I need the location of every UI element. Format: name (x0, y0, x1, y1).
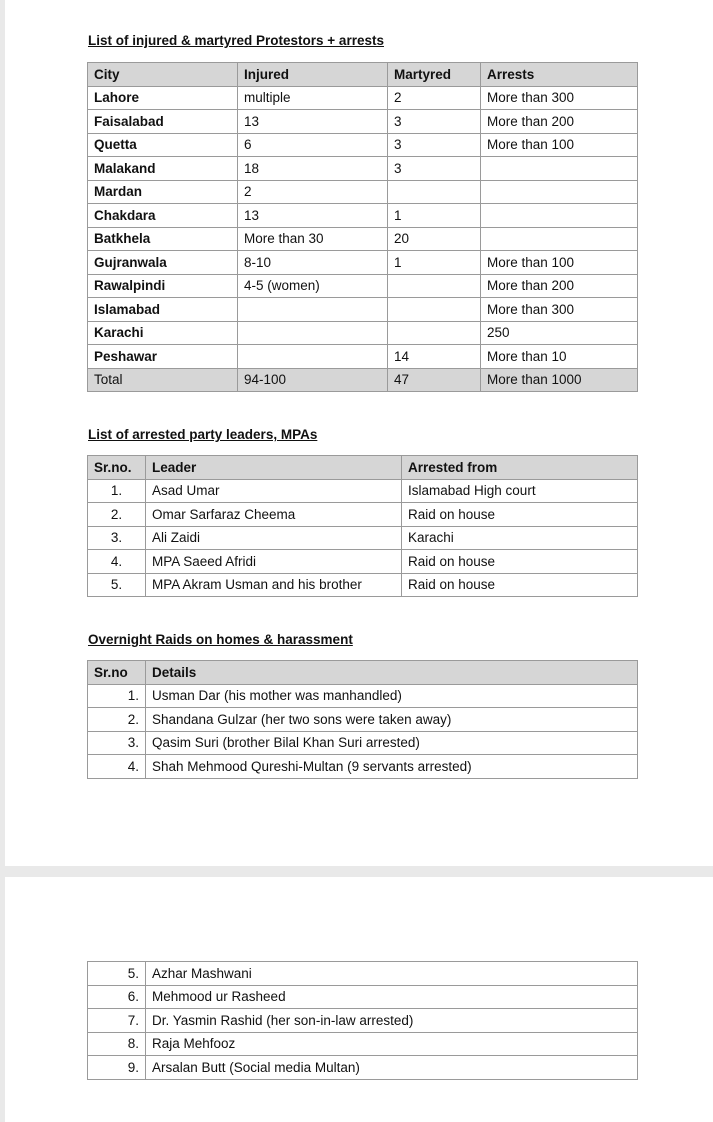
serial-cell: 4. (88, 755, 146, 779)
column-header: Sr.no (88, 661, 146, 685)
city-cell: Chakdara (88, 204, 238, 228)
serial-cell: 5. (88, 962, 146, 986)
column-header: Arrested from (402, 456, 638, 480)
serial-cell: 1. (88, 479, 146, 503)
total-row (88, 368, 638, 392)
table-row (88, 133, 638, 157)
city-cell: Lahore (88, 86, 238, 110)
table-cell: MPA Akram Usman and his brother (146, 573, 402, 597)
table-row (88, 227, 638, 251)
total-cell: Total (88, 368, 238, 392)
table-row (88, 962, 638, 986)
city-cell: Quetta (88, 133, 238, 157)
table-cell: Islamabad High court (402, 479, 638, 503)
table-row (88, 345, 638, 369)
serial-cell: 8. (88, 1032, 146, 1056)
table-cell: Asad Umar (146, 479, 402, 503)
table-header-row (88, 63, 638, 87)
details-cell: Azhar Mashwani (146, 962, 638, 986)
details-cell: Raja Mehfooz (146, 1032, 638, 1056)
details-cell: Mehmood ur Rasheed (146, 985, 638, 1009)
serial-cell: 5. (88, 573, 146, 597)
city-cell: Mardan (88, 180, 238, 204)
table-cell: 1 (388, 251, 481, 275)
table-cell: Raid on house (402, 550, 638, 574)
table-header-row (88, 661, 638, 685)
table-cell: 13 (238, 110, 388, 134)
table-row (88, 1056, 638, 1080)
table-cell (388, 274, 481, 298)
table-row (88, 684, 638, 708)
total-cell: 47 (388, 368, 481, 392)
table-cell (388, 180, 481, 204)
table-cell: Raid on house (402, 573, 638, 597)
serial-cell: 2. (88, 708, 146, 732)
serial-cell: 3. (88, 731, 146, 755)
table-row (88, 573, 638, 597)
details-cell: Dr. Yasmin Rashid (her son-in-law arrested) (146, 1009, 638, 1033)
table-cell: Ali Zaidi (146, 526, 402, 550)
table-cell: 2 (238, 180, 388, 204)
table-cell: 20 (388, 227, 481, 251)
serial-cell: 7. (88, 1009, 146, 1033)
table-row (88, 985, 638, 1009)
table-cell: MPA Saeed Afridi (146, 550, 402, 574)
serial-cell: 3. (88, 526, 146, 550)
table-cell: Karachi (402, 526, 638, 550)
table-cell (481, 157, 638, 181)
casualties-heading: List of injured & martyred Protestors + arrests (88, 33, 384, 48)
table-cell: 13 (238, 204, 388, 228)
serial-cell: 4. (88, 550, 146, 574)
table-row (88, 550, 638, 574)
city-cell: Batkhela (88, 227, 238, 251)
table-row (88, 731, 638, 755)
city-cell: Rawalpindi (88, 274, 238, 298)
city-cell: Karachi (88, 321, 238, 345)
table-cell (388, 298, 481, 322)
table-header-row (88, 456, 638, 480)
table-cell (238, 345, 388, 369)
overnight-raids-table (87, 660, 638, 779)
table-cell (238, 321, 388, 345)
table-cell (388, 321, 481, 345)
table-row (88, 298, 638, 322)
table-cell: Omar Sarfaraz Cheema (146, 503, 402, 527)
table-row (88, 180, 638, 204)
document-page-2 (5, 877, 713, 1122)
table-cell: More than 10 (481, 345, 638, 369)
table-cell: More than 100 (481, 133, 638, 157)
city-cell: Faisalabad (88, 110, 238, 134)
table-row (88, 321, 638, 345)
table-cell (481, 204, 638, 228)
table-cell (238, 298, 388, 322)
column-header: Leader (146, 456, 402, 480)
table-cell: 8-10 (238, 251, 388, 275)
table-cell: More than 300 (481, 86, 638, 110)
column-header: Arrests (481, 63, 638, 87)
table-cell: 3 (388, 133, 481, 157)
city-cell: Malakand (88, 157, 238, 181)
table-row (88, 503, 638, 527)
casualties-table (87, 62, 638, 392)
table-row (88, 526, 638, 550)
table-row (88, 479, 638, 503)
table-row (88, 1009, 638, 1033)
table-cell: 18 (238, 157, 388, 181)
column-header: Injured (238, 63, 388, 87)
city-cell: Islamabad (88, 298, 238, 322)
column-header: Sr.no. (88, 456, 146, 480)
overnight-raids-table-continued (87, 961, 638, 1080)
table-cell: multiple (238, 86, 388, 110)
details-cell: Shah Mehmood Qureshi-Multan (9 servants arrested) (146, 755, 638, 779)
column-header: Details (146, 661, 638, 685)
table-row (88, 204, 638, 228)
table-row (88, 274, 638, 298)
table-cell: 3 (388, 157, 481, 181)
table-cell: 4-5 (women) (238, 274, 388, 298)
serial-cell: 1. (88, 684, 146, 708)
details-cell: Arsalan Butt (Social media Multan) (146, 1056, 638, 1080)
table-row (88, 251, 638, 275)
table-row (88, 157, 638, 181)
table-row (88, 110, 638, 134)
city-cell: Peshawar (88, 345, 238, 369)
column-header: Martyred (388, 63, 481, 87)
table-cell: 250 (481, 321, 638, 345)
city-cell: Gujranwala (88, 251, 238, 275)
details-cell: Usman Dar (his mother was manhandled) (146, 684, 638, 708)
details-cell: Shandana Gulzar (her two sons were taken away) (146, 708, 638, 732)
table-row (88, 1032, 638, 1056)
table-cell: 14 (388, 345, 481, 369)
serial-cell: 2. (88, 503, 146, 527)
document-page-1 (5, 0, 713, 866)
total-cell: More than 1000 (481, 368, 638, 392)
table-row (88, 86, 638, 110)
serial-cell: 6. (88, 985, 146, 1009)
table-cell: More than 200 (481, 274, 638, 298)
table-cell: 6 (238, 133, 388, 157)
serial-cell: 9. (88, 1056, 146, 1080)
arrested-leaders-heading: List of arrested party leaders, MPAs (88, 427, 318, 442)
table-cell (481, 180, 638, 204)
total-cell: 94-100 (238, 368, 388, 392)
table-cell: More than 30 (238, 227, 388, 251)
details-cell: Qasim Suri (brother Bilal Khan Suri arrested) (146, 731, 638, 755)
column-header: City (88, 63, 238, 87)
table-cell: 3 (388, 110, 481, 134)
table-cell: 1 (388, 204, 481, 228)
table-cell (481, 227, 638, 251)
table-cell: More than 200 (481, 110, 638, 134)
table-row (88, 708, 638, 732)
table-cell: Raid on house (402, 503, 638, 527)
arrested-leaders-table (87, 455, 638, 597)
table-row (88, 755, 638, 779)
table-cell: More than 100 (481, 251, 638, 275)
table-cell: 2 (388, 86, 481, 110)
table-cell: More than 300 (481, 298, 638, 322)
overnight-raids-heading: Overnight Raids on homes & harassment (88, 632, 353, 647)
